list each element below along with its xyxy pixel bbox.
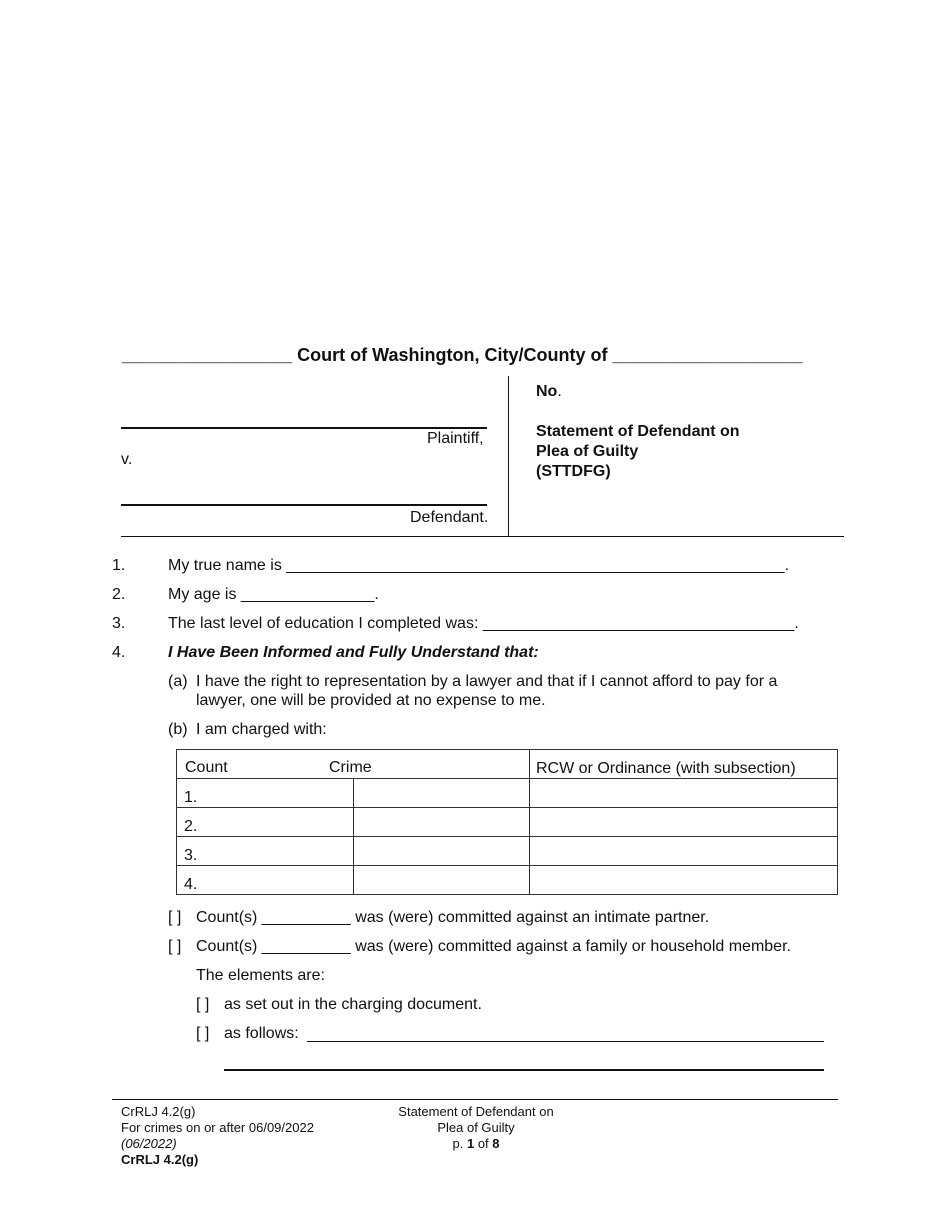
count-number-cell: 4. [177, 866, 354, 895]
family-member-text: Count(s) __________ was (were) committed against a family or household member. [196, 938, 791, 955]
page-prefix: p. [452, 1136, 464, 1151]
footer-revision: (06/2022) [121, 1136, 177, 1151]
as-follows-line-1[interactable] [307, 1041, 824, 1042]
sub-item-b-text: I am charged with: [196, 721, 327, 738]
item-number-1: 1. [112, 557, 126, 574]
rcw-column-header: RCW or Ordinance (with subsection) [530, 750, 838, 779]
footer-applicability: For crimes on or after 06/09/2022 [121, 1120, 314, 1135]
informed-heading: I Have Been Informed and Fully Understand that: [168, 644, 539, 661]
charges-table [176, 749, 838, 895]
sub-item-a-marker: (a) [168, 673, 188, 690]
intimate-partner-text: Count(s) __________ was (were) committed against an intimate partner. [196, 909, 710, 926]
form-code: (STTDFG) [536, 463, 611, 480]
footer-rule-code-bold: CrRLJ 4.2(g) [121, 1152, 199, 1167]
defendant-signature-line [121, 504, 487, 506]
crime-cell[interactable] [353, 866, 530, 895]
case-number-period: . [557, 383, 562, 400]
as-follows-label: as follows: [224, 1025, 299, 1042]
charging-document-checkbox[interactable]: [ ] [196, 996, 210, 1013]
footer-title-line-1: Statement of Defendant on [398, 1104, 554, 1119]
footer-rule-code: CrRLJ 4.2(g) [121, 1104, 196, 1119]
charging-document-text: as set out in the charging document. [224, 996, 482, 1013]
footer-title-line-2: Plea of Guilty [437, 1120, 515, 1135]
page-current: 1 [466, 1136, 475, 1151]
plaintiff-label: Plaintiff, [427, 430, 484, 447]
true-name-field[interactable]: My true name is ________________________________________________________. [168, 557, 790, 574]
item-number-4: 4. [112, 644, 126, 661]
table-row [177, 837, 838, 866]
count-number-cell: 3. [177, 837, 354, 866]
plaintiff-signature-line [121, 427, 487, 429]
sub-item-b-marker: (b) [168, 721, 188, 738]
footer-rule [112, 1099, 838, 1100]
rcw-cell[interactable] [530, 779, 838, 808]
as-follows-line-2[interactable] [224, 1069, 824, 1071]
rcw-cell[interactable] [530, 837, 838, 866]
age-field[interactable]: My age is _______________. [168, 586, 379, 603]
crime-cell[interactable] [353, 808, 530, 837]
rcw-cell[interactable] [530, 808, 838, 837]
case-number-text: No [536, 383, 558, 400]
count-column-header: Count [185, 759, 228, 776]
versus-label: v. [121, 451, 133, 468]
court-heading: _________________ Court of Washington, City/County of ___________________ [122, 345, 803, 365]
table-header-row [177, 750, 838, 779]
elements-label: The elements are: [196, 967, 325, 984]
caption-divider [508, 376, 509, 537]
family-member-checkbox[interactable]: [ ] [168, 938, 182, 955]
crime-cell[interactable] [353, 779, 530, 808]
education-field[interactable]: The last level of education I completed was: ___________________________________. [168, 615, 799, 632]
form-title-line-2: Plea of Guilty [536, 443, 639, 460]
page-of: of [477, 1136, 489, 1151]
caption-bottom-rule [121, 536, 844, 537]
crime-column-header: Crime [329, 759, 372, 776]
sub-item-a-line-1: I have the right to representation by a lawyer and that if I cannot afford to pay for a [196, 673, 778, 690]
item-number-3: 3. [112, 615, 126, 632]
defendant-label: Defendant. [410, 509, 489, 526]
footer-page-number [376, 1136, 576, 1152]
count-number-cell: 1. [177, 779, 354, 808]
table-row [177, 779, 838, 808]
table-row [177, 808, 838, 837]
table-row [177, 866, 838, 895]
crime-cell[interactable] [353, 837, 530, 866]
count-number-cell: 2. [177, 808, 354, 837]
item-number-2: 2. [112, 586, 126, 603]
count-crime-header [177, 750, 530, 779]
case-number-label [536, 383, 562, 401]
form-title-line-1: Statement of Defendant on [536, 423, 740, 440]
intimate-partner-checkbox[interactable]: [ ] [168, 909, 182, 926]
rcw-cell[interactable] [530, 866, 838, 895]
as-follows-checkbox[interactable]: [ ] [196, 1025, 210, 1042]
page-total: 8 [492, 1136, 500, 1151]
sub-item-a-line-2: lawyer, one will be provided at no expense to me. [196, 692, 546, 709]
